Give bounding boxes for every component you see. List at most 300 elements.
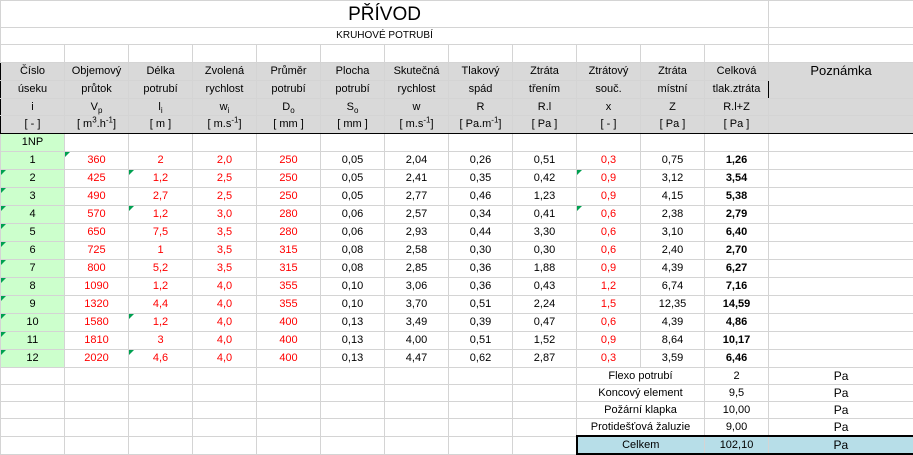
table-row xyxy=(1,332,913,350)
empty-cell[interactable] xyxy=(65,402,129,419)
cell-w-i[interactable]: 4,0 xyxy=(193,332,257,350)
empty-cell[interactable] xyxy=(449,385,513,402)
total-label: Celkem xyxy=(577,436,705,454)
empty-cell[interactable] xyxy=(65,45,129,63)
symbol-w: w xyxy=(385,99,449,116)
cell-total[interactable]: 2,79 xyxy=(705,206,769,224)
cell-z[interactable]: 2,38 xyxy=(641,206,705,224)
empty-cell[interactable] xyxy=(385,402,449,419)
cell-vp[interactable]: 360 xyxy=(65,152,129,170)
cell-i[interactable]: 3 xyxy=(1,188,65,206)
cell-z[interactable]: 4,39 xyxy=(641,260,705,278)
cell-d[interactable]: 250 xyxy=(257,152,321,170)
cell-s[interactable]: 0,13 xyxy=(321,332,385,350)
empty-cell[interactable] xyxy=(321,368,385,385)
cell-i[interactable]: 4 xyxy=(1,206,65,224)
note-cell[interactable] xyxy=(769,332,913,350)
cell-w-i[interactable]: 2,0 xyxy=(193,152,257,170)
empty-cell[interactable] xyxy=(193,45,257,63)
note-cell[interactable] xyxy=(769,296,913,314)
note-cell[interactable] xyxy=(769,278,913,296)
cell-z[interactable]: 0,75 xyxy=(641,152,705,170)
unit-cell: [ Pa ] xyxy=(513,116,577,134)
cell-i[interactable]: 11 xyxy=(1,332,65,350)
cell-s[interactable]: 0,08 xyxy=(321,242,385,260)
empty-cell[interactable] xyxy=(257,134,321,152)
header-line2: potrubí xyxy=(257,81,321,99)
empty-cell[interactable] xyxy=(321,419,385,437)
cell-l[interactable]: 1,2 xyxy=(129,314,193,332)
symbol-do: $D_o$ xyxy=(257,99,321,116)
empty-cell[interactable] xyxy=(257,368,321,385)
cell-z[interactable]: 3,12 xyxy=(641,170,705,188)
table-row xyxy=(1,206,913,224)
cell-l[interactable]: 2,7 xyxy=(129,188,193,206)
cell-vp[interactable]: 800 xyxy=(65,260,129,278)
header-ztratovy[interactable]: Ztrátový xyxy=(577,63,641,81)
cell-x[interactable]: 1,2 xyxy=(577,278,641,296)
cell-w-i[interactable]: 4,0 xyxy=(193,350,257,368)
cell-r[interactable]: 0,44 xyxy=(449,224,513,242)
cell-rl[interactable]: 2,24 xyxy=(513,296,577,314)
extra-unit: Pa xyxy=(769,402,913,419)
header-objemovy[interactable]: Objemový xyxy=(65,63,129,81)
cell-total[interactable]: 6,40 xyxy=(705,224,769,242)
cell-i[interactable]: 12 xyxy=(1,350,65,368)
cell-total[interactable]: 2,70 xyxy=(705,242,769,260)
cell-i[interactable]: 5 xyxy=(1,224,65,242)
cell-i[interactable]: 8 xyxy=(1,278,65,296)
cell-r[interactable]: 0,62 xyxy=(449,350,513,368)
cell-s[interactable]: 0,13 xyxy=(321,350,385,368)
cell-l[interactable]: 1 xyxy=(129,242,193,260)
empty-cell[interactable] xyxy=(129,402,193,419)
empty-cell[interactable] xyxy=(65,436,129,454)
empty-cell[interactable] xyxy=(65,385,129,402)
cell-w[interactable]: 3,49 xyxy=(385,314,449,332)
cell-z[interactable]: 12,35 xyxy=(641,296,705,314)
empty-cell[interactable] xyxy=(449,436,513,454)
cell-total[interactable]: 6,27 xyxy=(705,260,769,278)
extra-unit: Pa xyxy=(769,368,913,385)
empty-cell[interactable] xyxy=(129,45,193,63)
cell-s[interactable]: 0,06 xyxy=(321,206,385,224)
cell-vp[interactable]: 650 xyxy=(65,224,129,242)
empty-cell[interactable] xyxy=(513,385,577,402)
empty-cell[interactable] xyxy=(449,45,513,63)
header-line2: potrubí xyxy=(129,81,193,99)
cell-w[interactable]: 2,58 xyxy=(385,242,449,260)
empty-cell[interactable] xyxy=(513,419,577,437)
empty-cell[interactable] xyxy=(321,402,385,419)
header-line2: třením xyxy=(513,81,577,99)
cell-l[interactable]: 1,2 xyxy=(129,206,193,224)
header-line2: rychlost xyxy=(193,81,257,99)
cell-r[interactable]: 0,46 xyxy=(449,188,513,206)
cell-d[interactable]: 250 xyxy=(257,188,321,206)
cell-z[interactable]: 3,59 xyxy=(641,350,705,368)
cell-l[interactable]: 1,2 xyxy=(129,170,193,188)
symbol-wi: $w_i$ xyxy=(193,99,257,116)
cell-x[interactable]: 0,6 xyxy=(577,206,641,224)
empty-cell[interactable] xyxy=(129,419,193,437)
empty-cell[interactable] xyxy=(449,402,513,419)
empty-cell[interactable] xyxy=(769,1,913,28)
cell-r[interactable]: 0,51 xyxy=(449,332,513,350)
cell-total[interactable]: 14,59 xyxy=(705,296,769,314)
symbol-li: $l_i$ xyxy=(129,99,193,116)
cell-rl[interactable]: 3,30 xyxy=(513,224,577,242)
cell-total[interactable]: 5,38 xyxy=(705,188,769,206)
empty-cell[interactable] xyxy=(193,402,257,419)
empty-cell[interactable] xyxy=(641,134,705,152)
unit-cell: [ Pa ] xyxy=(705,116,769,134)
header-poznamka[interactable]: Poznámka xyxy=(769,63,913,99)
empty-cell[interactable] xyxy=(769,99,913,116)
empty-cell[interactable] xyxy=(385,385,449,402)
cell-l[interactable]: 5,2 xyxy=(129,260,193,278)
cell-r[interactable]: 0,39 xyxy=(449,314,513,332)
empty-cell[interactable] xyxy=(1,368,65,385)
empty-cell[interactable] xyxy=(449,134,513,152)
cell-l[interactable]: 2 xyxy=(129,152,193,170)
empty-cell[interactable] xyxy=(385,436,449,454)
empty-cell[interactable] xyxy=(385,134,449,152)
unit-cell: [ mm ] xyxy=(321,116,385,134)
symbol-z: Z xyxy=(641,99,705,116)
empty-cell[interactable] xyxy=(1,436,65,454)
empty-cell[interactable] xyxy=(1,419,65,437)
empty-cell[interactable] xyxy=(513,436,577,454)
cell-rl[interactable]: 2,87 xyxy=(513,350,577,368)
unit-cell: [ - ] xyxy=(577,116,641,134)
cell-rl[interactable]: 1,88 xyxy=(513,260,577,278)
empty-cell[interactable] xyxy=(449,419,513,437)
table-row xyxy=(1,278,913,296)
cell-d[interactable]: 400 xyxy=(257,314,321,332)
cell-total[interactable]: 10,17 xyxy=(705,332,769,350)
empty-cell[interactable] xyxy=(769,45,913,63)
cell-rl[interactable]: 0,42 xyxy=(513,170,577,188)
cell-s[interactable]: 0,05 xyxy=(321,170,385,188)
note-cell[interactable] xyxy=(769,170,913,188)
empty-cell[interactable] xyxy=(449,368,513,385)
cell-total[interactable]: 6,46 xyxy=(705,350,769,368)
empty-cell[interactable] xyxy=(257,436,321,454)
cell-total[interactable]: 7,16 xyxy=(705,278,769,296)
cell-vp[interactable]: 1090 xyxy=(65,278,129,296)
extra-value[interactable]: 9,5 xyxy=(705,385,769,402)
empty-cell[interactable] xyxy=(65,419,129,437)
cell-vp[interactable]: 570 xyxy=(65,206,129,224)
note-cell[interactable] xyxy=(769,206,913,224)
cell-w[interactable]: 4,00 xyxy=(385,332,449,350)
cell-z[interactable]: 4,39 xyxy=(641,314,705,332)
table-row xyxy=(1,224,913,242)
empty-cell[interactable] xyxy=(65,368,129,385)
empty-cell[interactable] xyxy=(129,134,193,152)
cell-i[interactable]: 7 xyxy=(1,260,65,278)
empty-cell[interactable] xyxy=(193,385,257,402)
cell-rl[interactable]: 0,41 xyxy=(513,206,577,224)
cell-d[interactable]: 315 xyxy=(257,242,321,260)
total-unit: Pa xyxy=(769,436,913,454)
cell-z[interactable]: 8,64 xyxy=(641,332,705,350)
empty-cell[interactable] xyxy=(705,45,769,63)
cell-d[interactable]: 400 xyxy=(257,350,321,368)
symbol-rlz: R.l+Z xyxy=(705,99,769,116)
cell-i[interactable]: 1 xyxy=(1,152,65,170)
empty-cell[interactable] xyxy=(129,368,193,385)
section-label[interactable]: 1NP xyxy=(1,134,65,152)
cell-d[interactable]: 355 xyxy=(257,278,321,296)
empty-cell[interactable] xyxy=(577,134,641,152)
cell-w-i[interactable]: 3,0 xyxy=(193,206,257,224)
cell-l[interactable]: 1,2 xyxy=(129,278,193,296)
cell-vp[interactable]: 1580 xyxy=(65,314,129,332)
cell-s[interactable]: 0,13 xyxy=(321,314,385,332)
cell-x[interactable]: 0,9 xyxy=(577,188,641,206)
empty-cell[interactable] xyxy=(641,45,705,63)
cell-d[interactable]: 355 xyxy=(257,296,321,314)
empty-cell[interactable] xyxy=(65,134,129,152)
unit-cell: [ $m^3.h^{-1}$] xyxy=(65,116,129,134)
cell-vp[interactable]: 2020 xyxy=(65,350,129,368)
note-cell[interactable] xyxy=(769,224,913,242)
empty-cell[interactable] xyxy=(1,385,65,402)
empty-cell[interactable] xyxy=(321,45,385,63)
cell-rl[interactable]: 0,51 xyxy=(513,152,577,170)
header-line2: úseku xyxy=(1,81,65,99)
note-cell[interactable] xyxy=(769,152,913,170)
empty-cell[interactable] xyxy=(385,419,449,437)
table-row xyxy=(1,296,913,314)
cell-d[interactable]: 400 xyxy=(257,332,321,350)
cell-d[interactable]: 315 xyxy=(257,260,321,278)
cell-x[interactable]: 0,6 xyxy=(577,224,641,242)
empty-cell[interactable] xyxy=(257,385,321,402)
cell-x[interactable]: 0,3 xyxy=(577,152,641,170)
extra-label: Koncový element xyxy=(577,385,705,402)
cell-vp[interactable]: 490 xyxy=(65,188,129,206)
cell-d[interactable]: 250 xyxy=(257,170,321,188)
empty-cell[interactable] xyxy=(193,368,257,385)
cell-s[interactable]: 0,08 xyxy=(321,260,385,278)
cell-w-i[interactable]: 3,5 xyxy=(193,242,257,260)
cell-w-i[interactable]: 4,0 xyxy=(193,278,257,296)
cell-i[interactable]: 9 xyxy=(1,296,65,314)
header-line2: souč. xyxy=(577,81,641,99)
cell-x[interactable]: 0,9 xyxy=(577,170,641,188)
extra-value[interactable]: 9,00 xyxy=(705,419,769,437)
table-row xyxy=(1,260,913,278)
cell-total[interactable]: 1,26 xyxy=(705,152,769,170)
symbol-x: x xyxy=(577,99,641,116)
empty-cell[interactable] xyxy=(257,402,321,419)
symbol-so: $S_o$ xyxy=(321,99,385,116)
header-ztrata-mistni[interactable]: Ztráta xyxy=(641,63,705,81)
note-cell[interactable] xyxy=(769,314,913,332)
cell-d[interactable]: 280 xyxy=(257,224,321,242)
cell-vp[interactable]: 725 xyxy=(65,242,129,260)
note-cell[interactable] xyxy=(769,350,913,368)
cell-x[interactable]: 0,9 xyxy=(577,260,641,278)
empty-cell[interactable] xyxy=(577,45,641,63)
empty-cell[interactable] xyxy=(129,385,193,402)
cell-l[interactable]: 7,5 xyxy=(129,224,193,242)
cell-x[interactable]: 0,9 xyxy=(577,332,641,350)
cell-x[interactable]: 0,3 xyxy=(577,350,641,368)
cell-z[interactable]: 3,10 xyxy=(641,224,705,242)
cell-w-i[interactable]: 2,5 xyxy=(193,188,257,206)
extra-unit: Pa xyxy=(769,385,913,402)
cell-w[interactable]: 2,77 xyxy=(385,188,449,206)
extra-label: Požární klapka xyxy=(577,402,705,419)
header-celkova[interactable]: Celková xyxy=(705,63,769,81)
cell-x[interactable]: 0,6 xyxy=(577,314,641,332)
note-cell[interactable] xyxy=(769,188,913,206)
header-line2: průtok xyxy=(65,81,129,99)
header-plocha[interactable]: Plocha xyxy=(321,63,385,81)
cell-total[interactable]: 3,54 xyxy=(705,170,769,188)
header-delka[interactable]: Délka xyxy=(129,63,193,81)
empty-cell[interactable] xyxy=(257,45,321,63)
empty-cell[interactable] xyxy=(513,45,577,63)
table-row xyxy=(1,242,913,260)
cell-z[interactable]: 2,40 xyxy=(641,242,705,260)
cell-s[interactable]: 0,05 xyxy=(321,152,385,170)
unit-cell: [ $Pa.m^{-1}$] xyxy=(449,116,513,134)
note-cell[interactable] xyxy=(769,242,913,260)
symbol-r: R xyxy=(449,99,513,116)
cell-w[interactable]: 3,70 xyxy=(385,296,449,314)
header-ztrata-treni[interactable]: Ztráta xyxy=(513,63,577,81)
unit-cell: [ $m.s^{-1}$] xyxy=(385,116,449,134)
header-skutecna[interactable]: Skutečná xyxy=(385,63,449,81)
header-cislo[interactable]: Číslo xyxy=(1,63,65,81)
cell-rl[interactable]: 0,43 xyxy=(513,278,577,296)
extra-label: Protidešťová žaluzie xyxy=(577,419,705,437)
cell-w[interactable]: 2,41 xyxy=(385,170,449,188)
empty-cell[interactable] xyxy=(385,368,449,385)
cell-vp[interactable]: 1810 xyxy=(65,332,129,350)
cell-z[interactable]: 6,74 xyxy=(641,278,705,296)
extra-unit: Pa xyxy=(769,419,913,437)
cell-s[interactable]: 0,10 xyxy=(321,278,385,296)
empty-cell[interactable] xyxy=(769,28,913,45)
cell-s[interactable]: 0,10 xyxy=(321,296,385,314)
cell-r[interactable]: 0,36 xyxy=(449,260,513,278)
unit-cell: [ - ] xyxy=(1,116,65,134)
empty-cell[interactable] xyxy=(193,436,257,454)
cell-w[interactable]: 2,57 xyxy=(385,206,449,224)
empty-cell[interactable] xyxy=(193,134,257,152)
cell-l[interactable]: 4,4 xyxy=(129,296,193,314)
header-prumer[interactable]: Průměr xyxy=(257,63,321,81)
cell-i[interactable]: 2 xyxy=(1,170,65,188)
table-row xyxy=(1,170,913,188)
empty-cell[interactable] xyxy=(705,134,769,152)
cell-w-i[interactable]: 2,5 xyxy=(193,170,257,188)
empty-cell[interactable] xyxy=(1,402,65,419)
cell-r[interactable]: 0,30 xyxy=(449,242,513,260)
cell-r[interactable]: 0,26 xyxy=(449,152,513,170)
cell-r[interactable]: 0,51 xyxy=(449,296,513,314)
header-tlakovy[interactable]: Tlakový xyxy=(449,63,513,81)
page-subtitle: KRUHOVÉ POTRUBÍ xyxy=(1,28,769,45)
empty-cell[interactable] xyxy=(513,368,577,385)
cell-w[interactable]: 2,04 xyxy=(385,152,449,170)
cell-r[interactable]: 0,34 xyxy=(449,206,513,224)
cell-w[interactable]: 4,47 xyxy=(385,350,449,368)
cell-vp[interactable]: 425 xyxy=(65,170,129,188)
cell-i[interactable]: 6 xyxy=(1,242,65,260)
empty-cell[interactable] xyxy=(513,402,577,419)
cell-l[interactable]: 4,6 xyxy=(129,350,193,368)
cell-w-i[interactable]: 3,5 xyxy=(193,224,257,242)
header-line2: rychlost xyxy=(385,81,449,99)
cell-x[interactable]: 0,6 xyxy=(577,242,641,260)
table-row xyxy=(1,314,913,332)
total-value[interactable]: 102,10 xyxy=(705,436,769,454)
cell-w-i[interactable]: 3,5 xyxy=(193,260,257,278)
empty-cell[interactable] xyxy=(321,134,385,152)
cell-rl[interactable]: 0,47 xyxy=(513,314,577,332)
header-line2: potrubí xyxy=(321,81,385,99)
cell-w-i[interactable]: 4,0 xyxy=(193,314,257,332)
cell-s[interactable]: 0,06 xyxy=(321,224,385,242)
cell-x[interactable]: 1,5 xyxy=(577,296,641,314)
cell-i[interactable]: 10 xyxy=(1,314,65,332)
empty-cell[interactable] xyxy=(513,134,577,152)
cell-r[interactable]: 0,35 xyxy=(449,170,513,188)
cell-w[interactable]: 2,85 xyxy=(385,260,449,278)
cell-total[interactable]: 4,86 xyxy=(705,314,769,332)
cell-rl[interactable]: 1,23 xyxy=(513,188,577,206)
table-row xyxy=(1,188,913,206)
empty-cell[interactable] xyxy=(769,116,913,134)
note-cell[interactable] xyxy=(769,260,913,278)
symbol-i: i xyxy=(1,99,65,116)
extra-label: Flexo potrubí xyxy=(577,368,705,385)
empty-cell[interactable] xyxy=(321,436,385,454)
cell-rl[interactable]: 0,30 xyxy=(513,242,577,260)
header-zvolena[interactable]: Zvolená xyxy=(193,63,257,81)
cell-w[interactable]: 2,93 xyxy=(385,224,449,242)
symbol-vp: $V_p$ xyxy=(65,99,129,116)
empty-cell[interactable] xyxy=(129,436,193,454)
cell-r[interactable]: 0,36 xyxy=(449,278,513,296)
empty-cell[interactable] xyxy=(257,419,321,437)
cell-rl[interactable]: 1,52 xyxy=(513,332,577,350)
extra-value[interactable]: 2 xyxy=(705,368,769,385)
cell-w-i[interactable]: 4,0 xyxy=(193,296,257,314)
empty-cell[interactable] xyxy=(193,419,257,437)
unit-cell: [ Pa ] xyxy=(641,116,705,134)
cell-w[interactable]: 3,06 xyxy=(385,278,449,296)
empty-cell[interactable] xyxy=(321,385,385,402)
empty-cell[interactable] xyxy=(385,45,449,63)
cell-z[interactable]: 4,15 xyxy=(641,188,705,206)
header-line2: místní xyxy=(641,81,705,99)
extra-value[interactable]: 10,00 xyxy=(705,402,769,419)
cell-l[interactable]: 3 xyxy=(129,332,193,350)
cell-vp[interactable]: 1320 xyxy=(65,296,129,314)
cell-d[interactable]: 280 xyxy=(257,206,321,224)
empty-cell[interactable] xyxy=(769,134,913,152)
empty-cell[interactable] xyxy=(1,45,65,63)
cell-s[interactable]: 0,05 xyxy=(321,188,385,206)
